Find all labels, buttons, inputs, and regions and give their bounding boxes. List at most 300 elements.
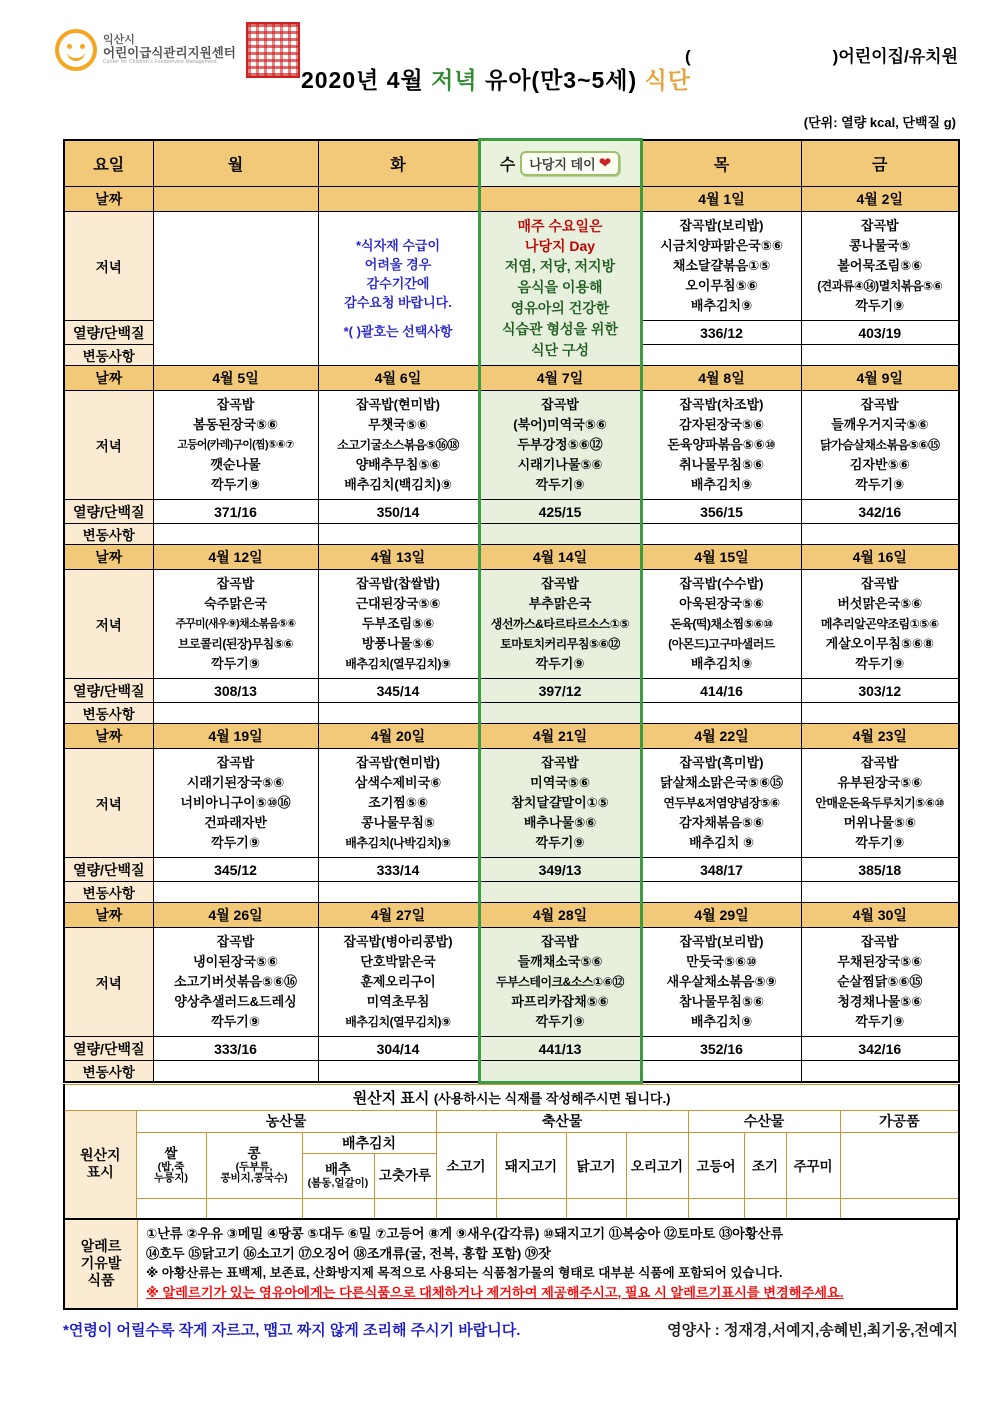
menu-item: 아욱된장국⑤⑥ [679,596,764,611]
menu-item: 청경채나물⑤⑥ [837,994,923,1009]
menu-item: 닭가슴살채소볶음⑤⑥⑮ [819,438,940,452]
kcal-protein-cell: 345/12 [153,858,318,882]
menu-item: 시금치양파맑은국⑤⑥ [660,238,783,253]
change-cell [641,882,801,903]
menu-item: 오이무침⑤⑥ [685,278,758,293]
date-row [64,545,959,570]
menu-item: 참치달걀말이①⑤ [511,795,609,810]
menu-item: 잡곡밥(병아리콩밥) [343,934,453,949]
menu-item: 두부강정⑤⑥⑫ [517,437,603,452]
origin-rice: 쌀 (밥,죽 누룽지) [136,1132,206,1198]
change-cell [153,882,318,903]
origin-title: 원산지 표시 (사용하시는 식재를 작성해주시면 됩니다.) [64,1084,959,1110]
menu-cell [479,391,641,500]
menu-item: 잡곡밥 [860,218,899,233]
menu-cell [479,749,641,858]
nadangji-note-green-line: 음식을 이용해 [517,279,603,295]
supplier-note-line: *식자재 수급이 [355,238,441,253]
menu-item: 깍두기⑨ [211,1014,260,1029]
change-cell [318,1061,479,1083]
org-name-city: 익산시 [103,34,135,47]
kcal-protein-cell: 425/15 [479,500,641,524]
origin-row-label: 원산지 표시 [64,1110,136,1219]
menu-item: 깍두기⑨ [535,477,585,492]
kcal-protein-cell: 303/12 [801,679,959,703]
menu-item: 김자반⑤⑥ [849,457,910,472]
origin-cabbage: 배추 (봄동,얼갈이) [302,1153,374,1198]
menu-item: (아몬드)고구마샐러드 [668,637,775,651]
menu-item: 배추김치⑨ [690,1014,753,1029]
date-cell: 4월 21일 [479,724,641,749]
row-label-change: 변동사항 [64,524,153,545]
dinner-row [64,391,959,500]
menu-item: 취나물무침⑤⑥ [679,457,764,472]
supplier-note-line: 감수요청 바랍니다. [344,295,452,310]
menu-item: 깍두기⑨ [855,656,905,671]
row-label-kcal: 열량/단백질 [64,858,153,882]
menu-item: 잡곡밥 [860,397,899,412]
menu-item: 근대된장국⑤⑥ [355,596,441,611]
menu-item: 깍두기⑨ [211,835,260,850]
menu-item: 배추김치⑨ [690,656,753,671]
menu-item: 순살찜닭⑤⑥⑮ [837,974,923,989]
menu-item: 조기찜⑤⑥ [368,795,428,810]
menu-item: 냉이된장국⑤⑥ [193,954,278,969]
kcal-protein-cell: 371/16 [153,500,318,524]
allergen-list-1: ①난류 ②우유 ③메밀 ④땅콩 ⑤대두 ⑥밀 ⑦고등어 ⑧게 ⑨새우(갑각류) ⑩돼지고기 ⑪복숭아 ⑫토마토 ⑬아황산류 [146,1225,784,1241]
menu-cell [801,570,959,679]
menu-cell [153,391,318,500]
allergy-warning: ※ 알레르기가 있는 영유아에게는 다른식품으로 대체하거나 제거하여 제공해주시고, 필요 시 알레르기표시를 변경해주세요. [146,1284,844,1300]
dinner-row [64,570,959,679]
origin-subheader-row [64,1132,959,1153]
menu-item: 훈제오리구이 [360,974,436,989]
allergy-row-label: 알레르 기유발 식품 [65,1220,138,1308]
origin-mackerel: 고등어 [688,1132,744,1198]
date-cell [318,187,479,212]
menu-cell [641,212,801,321]
date-cell: 4월 16일 [801,545,959,570]
date-cell: 4월 2일 [801,187,959,212]
menu-item: 들깨채소국⑤⑥ [517,954,603,969]
menu-cell [641,749,801,858]
menu-item: 너비아니구이⑤⑩⑯ [180,795,291,810]
menu-item: 부추맑은국 [528,596,592,611]
dinner-row [64,212,959,321]
menu-item: 브로콜리(된장)무침⑤⑥ [177,637,294,651]
unit-note: (단위: 열량 kcal, 단백질 g) [803,115,956,130]
row-label-date: 날짜 [64,187,153,212]
origin-kimchi: 배추김치 [302,1132,436,1153]
change-cell [479,1061,641,1083]
menu-item: 머위나물⑤⑥ [843,815,916,830]
change-cell [153,703,318,724]
org-name-center: 어린이급식관리지원센터 [103,45,236,60]
change-cell [641,703,801,724]
menu-cell [153,928,318,1037]
supplier-note-line: 어려울 경우 [364,257,432,272]
change-cell [801,1061,959,1083]
kcal-protein-cell: 352/16 [641,1037,801,1061]
date-cell: 4월 1일 [641,187,801,212]
menu-item: 잡곡밥 [216,934,255,949]
row-label-dinner: 저녁 [64,391,153,500]
menu-item: 두부조림⑤⑥ [361,616,435,631]
menu-cell [479,570,641,679]
origin-red-pepper: 고춧가루 [374,1153,436,1198]
menu-cell [801,212,959,321]
row-label-change: 변동사항 [64,882,153,903]
date-cell: 4월 29일 [641,903,801,928]
change-cell [641,1061,801,1083]
heart-icon: ❤ [598,155,612,172]
menu-item: 돈육(떡)채소찜⑤⑥⑩ [670,617,773,631]
menu-item: 잡곡밥(찹쌀밥) [355,576,440,591]
menu-item: 깍두기⑨ [855,477,905,492]
date-cell: 4월 20일 [318,724,479,749]
menu-cell [641,391,801,500]
date-cell: 4월 7일 [479,366,641,391]
weekday-wednesday [479,140,641,187]
menu-item: 배추김치(백김치)⑨ [344,477,452,492]
date-cell: 4월 5일 [153,366,318,391]
menu-item: 버섯맑은국⑤⑥ [837,596,923,611]
menu-item: 잡곡밥(보리밥) [679,934,764,949]
kcal-protein-cell: 336/12 [641,321,801,345]
menu-item: 숙주맑은국 [204,596,267,611]
change-cell [479,703,641,724]
date-cell [479,187,641,212]
nadangji-note-green-line: 영유아의 건강한 [510,300,610,316]
date-row [64,366,959,391]
menu-item: 무챗국⑤⑥ [368,417,428,432]
kcal-protein-cell: 342/16 [801,1037,959,1061]
menu-cell [479,928,641,1037]
menu-cell [153,749,318,858]
menu-item: 만둣국⑤⑥⑩ [686,954,757,969]
page-title: 2020년 4월 저녁 유아(만3~5세) 식단 [300,67,692,93]
date-row [64,724,959,749]
menu-item: 잡곡밥 [216,397,255,412]
menu-cell [153,570,318,679]
menu-cell [641,570,801,679]
menu-cell [801,749,959,858]
menu-item: (견과류④⑭)멸치볶음⑤⑥ [817,279,943,293]
origin-title-row [64,1084,959,1110]
change-cell [318,703,479,724]
change-row [64,703,959,724]
supplier-note-line: 감수기간에 [366,276,430,291]
dinner-row [64,749,959,858]
menu-item: 깻순나물 [210,457,261,472]
menu-item: 시래기나물⑤⑥ [517,457,603,472]
date-cell: 4월 26일 [153,903,318,928]
menu-item: 건파래자반 [204,815,267,830]
menu-item: 깍두기⑨ [855,835,905,850]
change-cell [153,524,318,545]
kcal-protein-row [64,500,959,524]
date-cell: 4월 28일 [479,903,641,928]
group-livestock: 축산물 [436,1110,688,1132]
change-cell [479,524,641,545]
row-label-dinner: 저녁 [64,928,153,1037]
origin-table [63,1084,960,1220]
change-cell [801,703,959,724]
weekday-column-label: 요일 [64,140,153,187]
menu-item: 잡곡밥 [541,576,579,591]
menu-item: 미역초무침 [366,994,430,1009]
menu-item: 깍두기⑨ [535,656,585,671]
kcal-protein-cell: 403/19 [801,321,959,345]
title-menu-word: 식단 [644,67,692,93]
menu-cell [318,391,479,500]
kcal-protein-cell: 414/16 [641,679,801,703]
menu-item: 새우살채소볶음⑤⑨ [666,974,777,989]
date-cell: 4월 9일 [801,366,959,391]
menu-item: 잡곡밥 [860,755,899,770]
menu-item: 양배추무침⑤⑥ [355,457,441,472]
date-cell: 4월 27일 [318,903,479,928]
nadangji-note-red-line: 나당지 Day [524,238,596,254]
kcal-protein-cell: 342/16 [801,500,959,524]
date-cell: 4월 14일 [479,545,641,570]
menu-item: 콩나물국⑤ [849,238,911,253]
menu-cell [801,928,959,1037]
weekday-monday: 월 [153,140,318,187]
menu-item: 양상추샐러드&드레싱 [174,994,297,1009]
cooking-note: *연령이 어릴수록 작게 자르고, 맵고 짜지 않게 조리해 주시기 바랍니다. [63,1321,521,1339]
row-label-change: 변동사항 [64,703,153,724]
title-meal-type: 저녁 [431,67,478,93]
change-row [64,882,959,903]
change-cell [801,524,959,545]
origin-chicken: 닭고기 [566,1132,626,1198]
menu-cell [318,749,479,858]
menu-item: 두부스테이크&소스①⑥⑫ [496,975,624,989]
supplier-note-line: *( )괄호는 선택사항 [343,324,453,339]
kcal-protein-row [64,1037,959,1061]
date-cell [153,187,318,212]
page-footer [63,1319,958,1340]
date-cell: 4월 23일 [801,724,959,749]
kcal-protein-row [64,858,959,882]
menu-item: 배추김치(열무김치)⑨ [345,1015,451,1029]
origin-group-row [64,1110,959,1132]
menu-item: 깍두기⑨ [855,298,905,313]
allergen-list-2: ⑭호두 ⑮닭고기 ⑯소고기 ⑰오징어 ⑱조개류(굴, 전복, 홍합 포함) ⑲잣 [146,1245,551,1261]
menu-item: 깍두기⑨ [855,1014,905,1029]
nadangji-day-badge [520,151,620,176]
menu-item: 잡곡밥(보리밥) [679,218,764,233]
row-label-date: 날짜 [64,724,153,749]
kcal-protein-cell: 304/14 [318,1037,479,1061]
empty-menu-cell [153,212,318,366]
menu-item: 잡곡밥 [216,576,255,591]
menu-item: 안매운돈육두루치기⑤⑥⑩ [815,796,945,810]
menu-item: 주꾸미(새우⑨)채소볶음⑤⑥ [175,618,296,630]
kcal-protein-cell: 350/14 [318,500,479,524]
row-label-date: 날짜 [64,545,153,570]
menu-item: 돈육양파볶음⑤⑥⑩ [667,437,776,452]
weekday-thursday: 목 [641,140,801,187]
change-cell [318,524,479,545]
kcal-protein-cell: 333/16 [153,1037,318,1061]
origin-duck: 오리고기 [626,1132,688,1198]
menu-item: 배추김치⑨ [690,477,753,492]
menu-item: 파프리카잡채⑤⑥ [511,994,609,1009]
origin-octopus: 주꾸미 [786,1132,840,1198]
menu-item: 게살오이무침⑤⑥⑧ [825,636,934,651]
menu-item: 깍두기⑨ [211,656,260,671]
menu-item: (북어)미역국⑤⑥ [513,417,607,432]
menu-table [63,138,960,1084]
menu-item: 배추김치⑨ [690,298,753,313]
row-label-kcal: 열량/단백질 [64,500,153,524]
menu-item: 소고기굴소스볶음⑤⑯⑱ [337,438,459,452]
change-cell [153,1061,318,1083]
menu-item: 들깨우거지국⑤⑥ [831,417,929,432]
menu-item: 방풍나물⑤⑥ [361,636,435,651]
nadangji-note-red-line: 매주 수요일은 [517,218,603,234]
wednesday-label: 수 [499,157,516,174]
row-label-dinner: 저녁 [64,212,153,321]
origin-processed-blank [840,1132,959,1198]
date-row [64,903,959,928]
menu-item: 잡곡밥 [541,934,579,949]
change-cell [801,882,959,903]
kcal-protein-cell: 333/14 [318,858,479,882]
row-label-dinner: 저녁 [64,570,153,679]
kcal-protein-cell: 348/17 [641,858,801,882]
menu-item: 닭살채소맑은국⑤⑥⑮ [660,775,783,790]
menu-item: 생선까스&타르타르소스①⑤ [490,617,630,631]
nadangji-badge-text: 나당지 데이 [529,157,596,172]
menu-item: 연두부&저염양념장⑤⑥ [663,796,780,810]
row-label-date: 날짜 [64,903,153,928]
menu-item: 잡곡밥 [541,755,579,770]
menu-item: 삼색수제비국⑥ [354,775,442,790]
menu-item: 미역국⑤⑥ [530,775,590,790]
date-row [64,187,959,212]
origin-bean: 콩 (두부류, 콩비지,콩국수) [206,1132,302,1198]
menu-item: 메추리알곤약조림①⑤⑥ [820,617,939,631]
menu-item: 잡곡밥(수수밥) [679,576,764,591]
nutritionist-names: 영양사 : 정재경,서예지,송혜빈,최기웅,전예지 [667,1321,958,1339]
kcal-protein-cell: 356/15 [641,500,801,524]
nadangji-note-green-line: 저염, 저당, 저지방 [504,258,616,274]
origin-entry-row [64,1198,959,1219]
kcal-protein-cell: 349/13 [479,858,641,882]
change-row [64,1061,959,1083]
menu-item: 배추김치(나박김치)⑨ [345,836,451,850]
group-agricultural: 농산물 [136,1110,436,1132]
origin-pork: 돼지고기 [496,1132,566,1198]
kcal-protein-cell: 385/18 [801,858,959,882]
menu-item: 토마토치커리무침⑤⑥⑫ [500,637,620,651]
change-cell [641,524,801,545]
row-label-kcal: 열량/단백질 [64,321,153,345]
nadangji-note-green-line: 식단 구성 [531,342,589,358]
menu-item: 시래기된장국⑤⑥ [186,775,285,790]
nadangji-day-note-cell [479,212,641,366]
facility-name-blank: ( )어린이집/유치원 [684,47,958,66]
menu-cell [641,928,801,1037]
menu-item: 볼어묵조림⑤⑥ [837,258,923,273]
date-cell: 4월 8일 [641,366,801,391]
menu-item: 참나물무침⑤⑥ [679,994,764,1009]
menu-item: 배추김치(열무김치)⑨ [345,657,451,671]
weekday-friday: 금 [801,140,959,187]
row-label-change: 변동사항 [64,1061,153,1083]
menu-item: 깍두기⑨ [535,835,585,850]
weekday-tuesday: 화 [318,140,479,187]
supplier-note-cell [318,212,479,366]
date-cell: 4월 19일 [153,724,318,749]
menu-item: 잡곡밥(흑미밥) [679,755,764,770]
menu-item: 유부된장국⑤⑥ [837,775,923,790]
menu-item: 배추김치 ⑨ [689,835,754,850]
menu-item: 잡곡밥 [216,755,255,770]
menu-cell [801,391,959,500]
menu-item: 깍두기⑨ [211,477,260,492]
row-label-change: 변동사항 [64,345,153,366]
page-header [0,0,992,138]
document-body [63,138,958,1340]
allergy-note-sulfite: ※ 아황산류는 표백제, 보존료, 산화방지제 목적으로 사용되는 식품첨가물의 형태로 대부분 식품에 포함되어 있습니다. [146,1265,783,1280]
menu-item: 소고기버섯볶음⑤⑥⑯ [174,974,297,989]
menu-cell [318,570,479,679]
menu-item: 잡곡밥(차조밥) [679,397,764,412]
kcal-protein-row [64,679,959,703]
nadangji-note-green-line: 식습관 형성을 위한 [502,321,618,337]
kcal-protein-cell: 308/13 [153,679,318,703]
date-cell: 4월 15일 [641,545,801,570]
weekday-header-row [64,140,959,187]
menu-item: 잡곡밥 [860,576,899,591]
group-processed: 가공품 [840,1110,959,1132]
change-cell [641,345,801,366]
group-seafood: 수산물 [688,1110,840,1132]
org-name-english: Center for Children's Foodservice Management [103,58,217,65]
supplier-note-line [319,312,478,322]
date-cell: 4월 30일 [801,903,959,928]
menu-item: 잡곡밥 [860,934,899,949]
date-cell: 4월 13일 [318,545,479,570]
menu-item: 채소달걀볶음①⑤ [672,258,771,273]
menu-item: 감자채볶음⑤⑥ [679,815,764,830]
menu-item: 고등어(카레)구이(찜)⑤⑥⑦ [177,439,294,451]
kcal-protein-cell: 345/14 [318,679,479,703]
row-label-kcal: 열량/단백질 [64,679,153,703]
menu-item: 깍두기⑨ [535,1014,585,1029]
change-cell [801,345,959,366]
menu-cell [318,928,479,1037]
menu-item: 단호박맑은국 [360,954,436,969]
menu-item: 잡곡밥 [541,397,579,412]
kcal-protein-cell: 397/12 [479,679,641,703]
menu-item: 콩나물무침⑤ [361,815,435,830]
allergy-section [63,1220,958,1310]
row-label-date: 날짜 [64,366,153,391]
menu-item: 잡곡밥(현미밥) [355,755,440,770]
menu-item: 배추나물⑤⑥ [523,815,597,830]
row-label-dinner: 저녁 [64,749,153,858]
menu-item: 무채된장국⑤⑥ [837,954,923,969]
kcal-protein-cell: 441/13 [479,1037,641,1061]
menu-item: 잡곡밥(현미밥) [355,397,440,412]
date-cell: 4월 12일 [153,545,318,570]
origin-croaker: 조기 [744,1132,786,1198]
